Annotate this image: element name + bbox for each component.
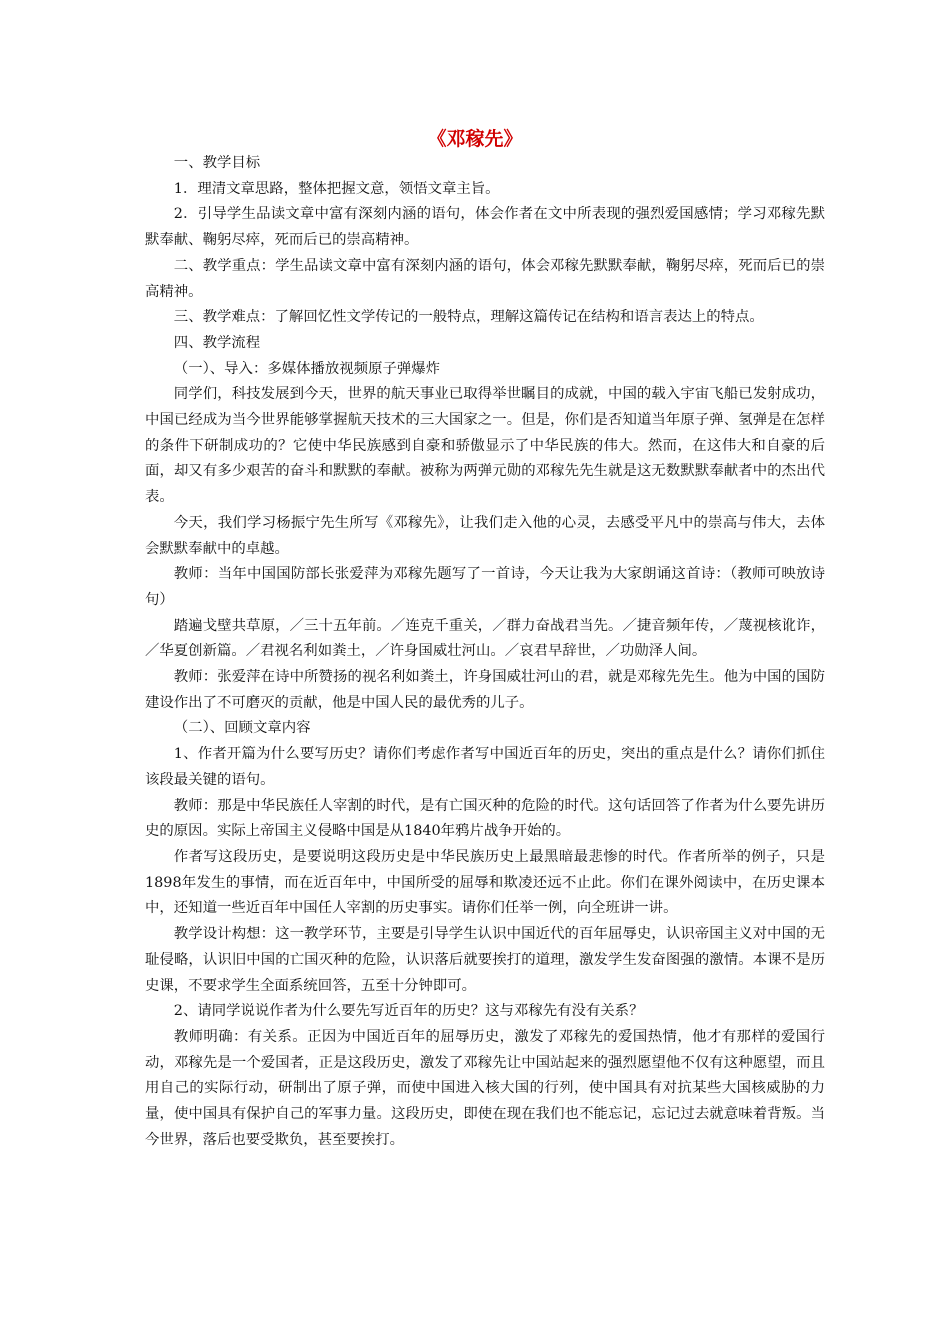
body-paragraph: 作者写这段历史，是要说明这段历史是中华民族历史上最黑暗最悲惨的时代。作者所举的例子，只是1898年发生的事情，而在近百年中，中国所受的屈辱和欺凌还远不止此。你们在课外阅读中，在历史课本中，还知道一些近百年中国任人宰割的历史事实。请你们任举一例，向全班讲一讲。 — [145, 848, 825, 917]
section-heading-process: 四、教学流程 — [173, 334, 261, 351]
design-note: 教学设计构想：这一教学环节，主要是引导学生认识中国近代的百年屈辱史，认识帝国主义对中国的无耻侵略，认识旧中国的亡国灭种的危险，认识落后就要挨打的道理，激发学生发奋图强的激情。本课不是历史课，不要求学生全面系统回答，五至十分钟即可。 — [145, 926, 825, 994]
objective-item-1: 1．理清文章思路，整体把握文意，领悟文章主旨。 — [173, 180, 500, 197]
body-paragraph: 今天，我们学习杨振宁先生所写《邓稼先》，让我们走入他的心灵，去感受平凡中的崇高与伟大，去体会默默奉献中的卓越。 — [145, 514, 825, 557]
body-paragraph: 教师明确：有关系。正因为中国近百年的屈辱历史，激发了邓稼先的爱国热情，他才有那样的爱国行动，邓稼先是一个爱国者，正是这段历史，激发了邓稼先让中国站起来的强烈愿望他不仅有这种愿望，而且用自己的实际行动，研制出了原子弹，而使中国进入核大国的行列，使中国具有对抗某些大国核威胁的力量，使中国具有保护自己的军事力量。这段历史，即使在现在我们也不能忘记，忘记过去就意味着背叛。当今世界，落后也要受欺负，甚至要挨打。 — [145, 1028, 825, 1148]
document-body — [145, 151, 825, 1153]
objective-item-2: 2．引导学生品读文章中富有深刻内涵的语句，体会作者在文中所表现的强烈爱国感情；学习邓稼先默默奉献、鞠躬尽瘁，死而后已的崇高精神。 — [145, 206, 825, 249]
subsection-intro: （一）、导入：多媒体播放视频原子弹爆炸 — [173, 360, 441, 377]
section-key-points: 二、教学重点：学生品读文章中富有深刻内涵的语句，体会邓稼先默默奉献，鞠躬尽瘁，死而后已的崇高精神。 — [145, 257, 825, 300]
body-paragraph: 教师：张爱萍在诗中所赞扬的视名利如粪土，许身国威壮河山的君，就是邓稼先先生。他为中国的国防建设作出了不可磨灭的贡献，他是中国人民的最优秀的儿子。 — [145, 669, 825, 711]
section-difficulties: 三、教学难点：了解回忆性文学传记的一般特点，理解这篇传记在结构和语言表达上的特点。 — [173, 309, 764, 326]
document-title: 《邓稼先》 — [427, 128, 523, 150]
body-paragraph: 教师：当年中国国防部长张爱萍为邓稼先题写了一首诗，今天让我为大家朗诵这首诗：（教师可映放诗句） — [145, 566, 825, 608]
subsection-review: （二）、回顾文章内容 — [173, 720, 311, 737]
section-heading-objectives: 一、教学目标 — [173, 155, 261, 171]
question-2: 2、请同学说说作者为什么要先写近百年的历史？这与邓稼先有没有关系？ — [173, 1003, 644, 1020]
poem-paragraph: 踏遍戈壁共草原，／三十五年前。／连克千重关，／群力奋战君当先。／捷音频年传，／蔑视核讹诈，／华夏创新篇。／君视名利如粪土，／许身国威壮河山。／哀君早辞世，／功勋泽人间。 — [145, 617, 825, 660]
body-paragraph: 同学们，科技发展到今天，世界的航天事业已取得举世瞩目的成就，中国的载入宇宙飞船已发射成功，中国已经成为当今世界能够掌握航天技术的三大国家之一。但是，你们是否知道当年原子弹、氢弹是在怎样的条件下研制成功的？它使中华民族感到自豪和骄傲显示了中华民族的伟大。然而，在这伟大和自豪的后面，却又有多少艰苦的奋斗和默默的奉献。被称为两弹元勋的邓稼先先生就是这无数默默奉献者中的杰出代表。 — [145, 386, 825, 506]
question-1: 1、作者开篇为什么要写历史？请你们考虑作者写中国近百年的历史，突出的重点是什么？请你们抓住该段最关键的语句。 — [145, 746, 825, 788]
body-paragraph: 教师：那是中华民族任人宰割的时代，是有亡国灭种的危险的时代。这句话回答了作者为什么要先讲历史的原因。实际上帝国主义侵略中国是从1840年鸦片战争开始的。 — [145, 797, 825, 840]
